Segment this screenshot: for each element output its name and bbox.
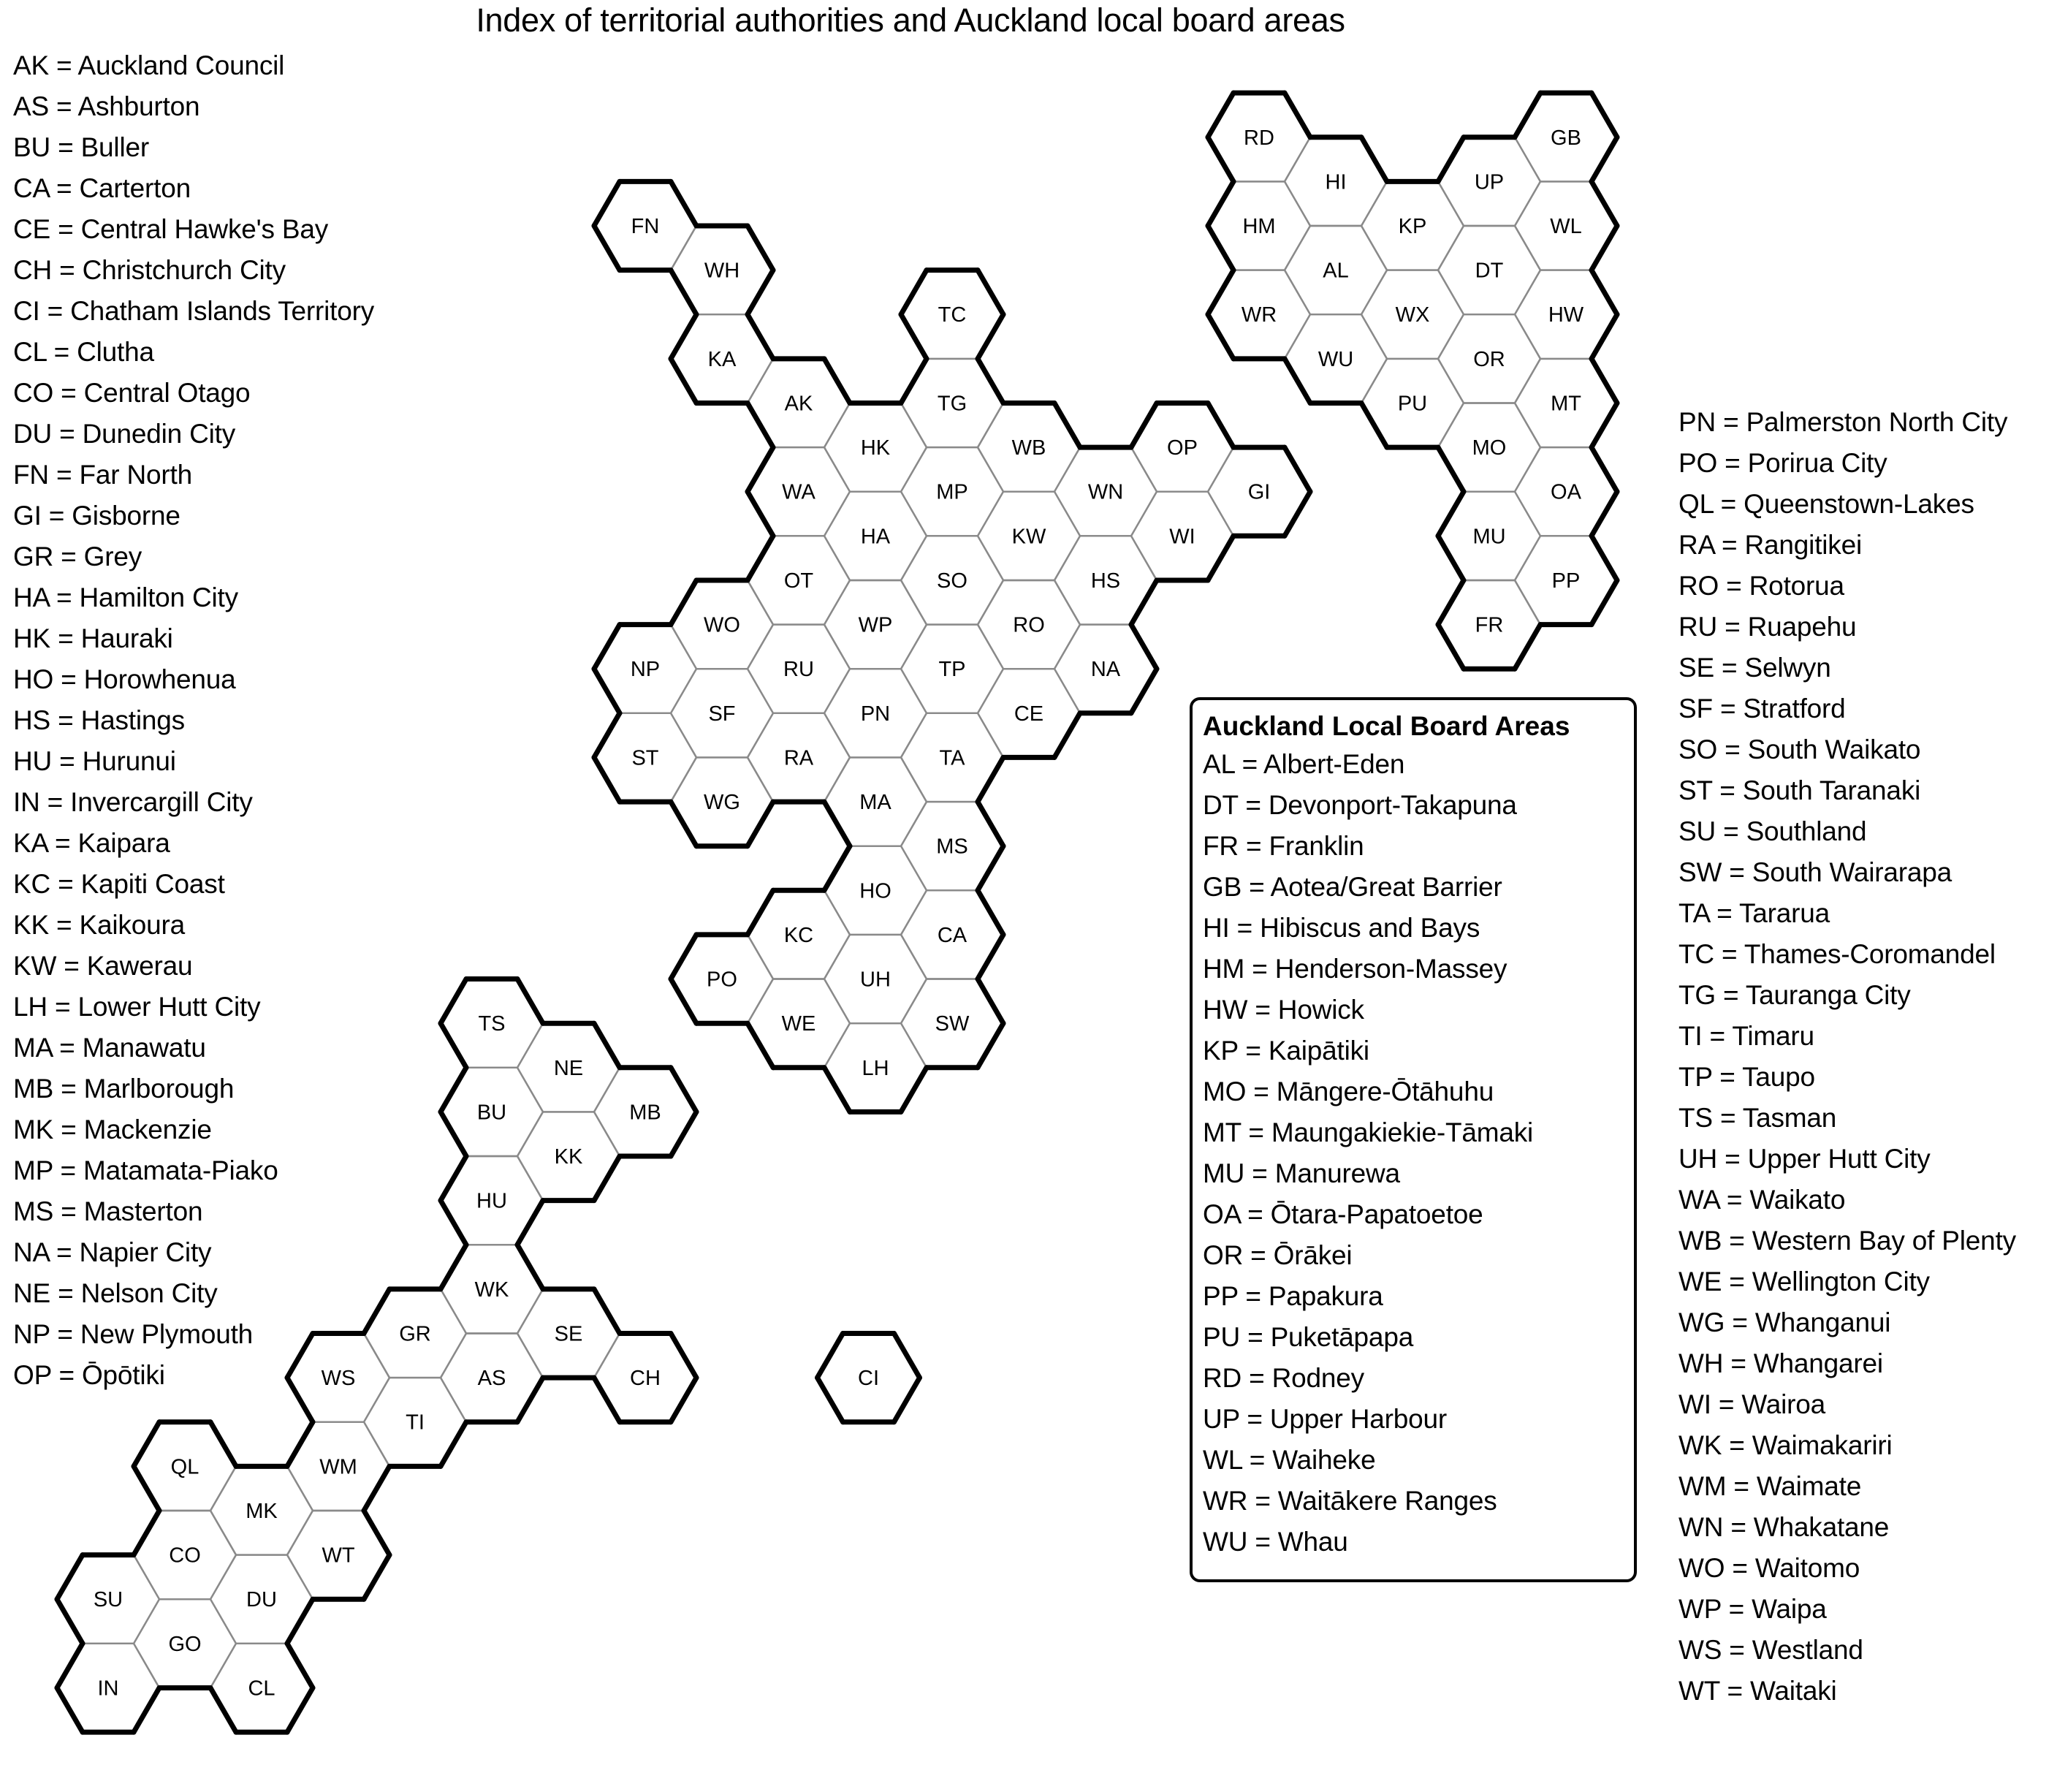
- legend-entry: GI = Gisborne: [13, 501, 180, 531]
- hex-label: TP: [938, 658, 966, 682]
- hex-label: HU: [476, 1189, 507, 1213]
- hex-label: GO: [168, 1632, 202, 1656]
- hex-label: WB: [1011, 436, 1046, 460]
- hex-label: KC: [783, 923, 814, 947]
- hex-label: AL: [1323, 259, 1349, 283]
- hex-label: SW: [935, 1012, 970, 1036]
- legend-right-list: [1678, 402, 2016, 1712]
- hex-label: MA: [859, 791, 891, 815]
- hex-label: PP: [1551, 569, 1581, 593]
- legend-entry: MS = Masterton: [13, 1196, 203, 1226]
- auckland-legend-entry: UP = Upper Harbour: [1203, 1404, 1448, 1434]
- hex-label: WE: [781, 1012, 816, 1036]
- legend-entry: KA = Kaipara: [13, 828, 170, 858]
- hex-label: CH: [630, 1367, 661, 1391]
- legend-entry: TS = Tasman: [1678, 1103, 1837, 1133]
- hex-label: HW: [1548, 303, 1584, 327]
- hex-label: SF: [708, 702, 736, 726]
- hex-label: OR: [1473, 347, 1505, 371]
- legend-entry: HK = Hauraki: [13, 623, 173, 653]
- legend-entry: HS = Hastings: [13, 705, 185, 735]
- hex-label: HM: [1242, 215, 1276, 238]
- auckland-legend-entry: WU = Whau: [1203, 1527, 1348, 1557]
- hex-label: AK: [784, 392, 813, 416]
- legend-entry: TC = Thames-Coromandel: [1678, 939, 1996, 969]
- legend-entry: UH = Upper Hutt City: [1678, 1144, 1931, 1174]
- hex-label: WX: [1395, 303, 1430, 327]
- auckland-legend-entry: PP = Papakura: [1203, 1281, 1383, 1311]
- legend-entry: NP = New Plymouth: [13, 1319, 254, 1349]
- hex-label: OP: [1167, 436, 1198, 460]
- hex-label: WG: [704, 791, 740, 815]
- hex-label: OA: [1551, 480, 1581, 504]
- hex-label: WA: [782, 480, 815, 504]
- hex-label: WI: [1169, 525, 1195, 549]
- legend-entry: LH = Lower Hutt City: [13, 992, 261, 1022]
- hex-label: ST: [631, 746, 659, 770]
- auckland-legend-entry: DT = Devonport-Takapuna: [1203, 790, 1517, 820]
- hex-label: SO: [937, 569, 967, 593]
- auckland-legend-entry: HI = Hibiscus and Bays: [1203, 913, 1480, 943]
- legend-entry: HA = Hamilton City: [13, 582, 238, 612]
- legend-entry: WT = Waitaki: [1678, 1676, 1837, 1706]
- page-title: Index of territorial authorities and Auckland local board areas: [476, 1, 1345, 39]
- hex-label: GB: [1551, 126, 1581, 150]
- hex-label: MS: [936, 835, 968, 859]
- auckland-legend-entry: MT = Maungakiekie-Tāmaki: [1203, 1117, 1534, 1147]
- legend-entry: RA = Rangitikei: [1678, 530, 1862, 560]
- legend-entry: FN = Far North: [13, 460, 192, 490]
- legend-entry: PN = Palmerston North City: [1678, 407, 2008, 437]
- hex-label: HO: [859, 879, 891, 903]
- legend-entry: MB = Marlborough: [13, 1074, 235, 1104]
- hex-label: PN: [860, 702, 891, 726]
- hex-label: NA: [1090, 658, 1121, 682]
- hex-label: TS: [478, 1012, 506, 1036]
- hex-label: RA: [783, 746, 814, 770]
- hex-label: HK: [860, 436, 891, 460]
- auckland-legend-entry: KP = Kaipātiki: [1203, 1036, 1369, 1066]
- legend-entry: HO = Horowhenua: [13, 664, 236, 694]
- hex-label: BU: [476, 1101, 507, 1125]
- legend-entry: CE = Central Hawke's Bay: [13, 214, 329, 244]
- hex-label: WM: [319, 1455, 357, 1479]
- legend-entry: TP = Taupo: [1678, 1062, 1815, 1092]
- legend-entry: TI = Timaru: [1678, 1021, 1814, 1051]
- auckland-legend-entry: PU = Puketāpapa: [1203, 1322, 1414, 1352]
- legend-entry: SU = Southland: [1678, 816, 1867, 846]
- hex-label: FR: [1475, 613, 1504, 637]
- hex-label: WP: [858, 613, 893, 637]
- hex-label: RO: [1013, 613, 1045, 637]
- legend-entry: WO = Waitomo: [1678, 1553, 1860, 1583]
- hex-label: AS: [477, 1367, 506, 1391]
- legend-entry: QL = Queenstown-Lakes: [1678, 489, 1974, 519]
- auckland-legend-entry: WR = Waitākere Ranges: [1203, 1486, 1497, 1516]
- legend-entry: HU = Hurunui: [13, 746, 176, 776]
- hex-label: KW: [1011, 525, 1046, 549]
- legend-entry: MK = Mackenzie: [13, 1115, 212, 1144]
- hex-label: CL: [248, 1677, 275, 1701]
- legend-entry: CI = Chatham Islands Territory: [13, 296, 375, 326]
- auckland-legend-entry: FR = Franklin: [1203, 831, 1364, 861]
- auckland-legend-list: [1193, 744, 1634, 1563]
- hex-label: MT: [1551, 392, 1581, 416]
- hex-label: TG: [937, 392, 967, 416]
- hex-label: MP: [936, 480, 968, 504]
- hex-label: WU: [1318, 347, 1354, 371]
- hex-label: WS: [321, 1367, 356, 1391]
- auckland-legend-entry: MO = Māngere-Ōtāhuhu: [1203, 1077, 1494, 1106]
- hex-label: WK: [474, 1277, 509, 1302]
- hex-label: SE: [554, 1322, 583, 1346]
- legend-entry: WH = Whangarei: [1678, 1348, 1883, 1378]
- hex-label: HS: [1090, 569, 1121, 593]
- hex-label: UH: [860, 968, 891, 992]
- legend-entry: RU = Ruapehu: [1678, 612, 1857, 642]
- legend-left-list: [13, 45, 374, 1396]
- hex-label: UP: [1474, 170, 1505, 194]
- auckland-legend-entry: GB = Aotea/Great Barrier: [1203, 872, 1502, 902]
- auckland-legend-entry: HW = Howick: [1203, 995, 1364, 1025]
- hex-label: NE: [553, 1056, 584, 1080]
- hex-label: CO: [169, 1544, 201, 1568]
- hex-label: KK: [554, 1145, 583, 1169]
- legend-entry: MA = Manawatu: [13, 1033, 206, 1063]
- legend-entry: AK = Auckland Council: [13, 50, 285, 80]
- auckland-legend-entry: RD = Rodney: [1203, 1363, 1364, 1393]
- hex-label: OT: [783, 569, 814, 593]
- hex-label: TI: [406, 1411, 425, 1435]
- legend-entry: DU = Dunedin City: [13, 419, 236, 449]
- legend-entry: SE = Selwyn: [1678, 653, 1831, 683]
- hex-label: MB: [629, 1101, 661, 1125]
- legend-entry: SF = Stratford: [1678, 694, 1846, 724]
- hex-label: GR: [399, 1322, 431, 1346]
- hex-label: KA: [707, 347, 737, 371]
- legend-entry: KC = Kapiti Coast: [13, 869, 225, 899]
- legend-entry: WA = Waikato: [1678, 1185, 1846, 1215]
- legend-entry: NE = Nelson City: [13, 1278, 218, 1308]
- hex-label: FN: [631, 215, 660, 238]
- hex-label: PU: [1397, 392, 1428, 416]
- hex-label: WN: [1087, 480, 1124, 504]
- hex-label: MO: [1472, 436, 1507, 460]
- hex-label: LH: [862, 1056, 889, 1080]
- hex-label: RD: [1244, 126, 1274, 150]
- hex-label: WO: [704, 613, 740, 637]
- legend-entry: WS = Westland: [1678, 1635, 1863, 1665]
- legend-entry: SW = South Wairarapa: [1678, 857, 1953, 887]
- legend-entry: WE = Wellington City: [1678, 1267, 1930, 1296]
- legend-entry: CL = Clutha: [13, 337, 154, 367]
- hex-label: KP: [1398, 215, 1427, 238]
- auckland-local-board-legend: [1190, 697, 1637, 1582]
- legend-entry: CH = Christchurch City: [13, 255, 286, 285]
- legend-entry: GR = Grey: [13, 542, 142, 572]
- legend-entry: OP = Ōpōtiki: [13, 1360, 165, 1390]
- legend-entry: NA = Napier City: [13, 1237, 212, 1267]
- hex-label: IN: [97, 1677, 119, 1701]
- hex-label: MU: [1472, 525, 1506, 549]
- legend-entry: TG = Tauranga City: [1678, 980, 1911, 1010]
- legend-entry: CO = Central Otago: [13, 378, 251, 408]
- hex-label: MK: [246, 1500, 278, 1523]
- legend-entry: ST = South Taranaki: [1678, 775, 1921, 805]
- hex-label: HI: [1325, 170, 1347, 194]
- hex-label: RU: [783, 658, 814, 682]
- legend-entry: KK = Kaikoura: [13, 910, 185, 940]
- hex-label: DU: [246, 1588, 277, 1612]
- hex-label: CA: [937, 923, 967, 947]
- hex-label: WR: [1241, 303, 1277, 327]
- hex-label: GI: [1247, 480, 1271, 504]
- legend-entry: WI = Wairoa: [1678, 1389, 1825, 1419]
- legend-entry: AS = Ashburton: [13, 91, 200, 121]
- legend-entry: MP = Matamata-Piako: [13, 1155, 278, 1185]
- legend-entry: IN = Invercargill City: [13, 787, 253, 817]
- hex-label: TC: [938, 303, 967, 327]
- legend-entry: BU = Buller: [13, 132, 149, 162]
- hex-label: CI: [858, 1367, 879, 1391]
- hex-label: NP: [630, 658, 661, 682]
- legend-entry: TA = Tararua: [1678, 898, 1830, 928]
- hex-label: WH: [704, 259, 740, 283]
- hex-label: DT: [1475, 259, 1504, 283]
- legend-entry: KW = Kawerau: [13, 951, 193, 981]
- legend-entry: WK = Waimakariri: [1678, 1430, 1893, 1460]
- legend-entry: CA = Carterton: [13, 173, 191, 203]
- hex-label: CE: [1014, 702, 1044, 726]
- legend-entry: PO = Porirua City: [1678, 448, 1887, 478]
- hex-label: WL: [1550, 215, 1582, 238]
- hex-label: WT: [322, 1544, 355, 1568]
- legend-entry: WG = Whanganui: [1678, 1307, 1891, 1337]
- auckland-legend-entry: AL = Albert-Eden: [1203, 749, 1405, 779]
- hex-label: PO: [707, 968, 737, 992]
- legend-entry: RO = Rotorua: [1678, 571, 1844, 601]
- hex-label: HA: [860, 525, 891, 549]
- legend-entry: WP = Waipa: [1678, 1594, 1827, 1624]
- hex-label: QL: [170, 1455, 199, 1479]
- legend-entry: WM = Waimate: [1678, 1471, 1862, 1501]
- auckland-legend-entry: OR = Ōrākei: [1203, 1240, 1353, 1270]
- hex-label: TA: [939, 746, 965, 770]
- legend-entry: WN = Whakatane: [1678, 1512, 1890, 1542]
- legend-entry: WB = Western Bay of Plenty: [1678, 1226, 2016, 1256]
- auckland-legend-heading: Auckland Local Board Areas: [1203, 711, 1570, 741]
- auckland-legend-entry: OA = Ōtara-Papatoetoe: [1203, 1199, 1483, 1229]
- auckland-legend-entry: HM = Henderson-Massey: [1203, 954, 1507, 984]
- hex-label: SU: [93, 1588, 123, 1612]
- legend-entry: SO = South Waikato: [1678, 734, 1921, 764]
- auckland-legend-entry: WL = Waiheke: [1203, 1445, 1376, 1475]
- auckland-legend-entry: MU = Manurewa: [1203, 1158, 1400, 1188]
